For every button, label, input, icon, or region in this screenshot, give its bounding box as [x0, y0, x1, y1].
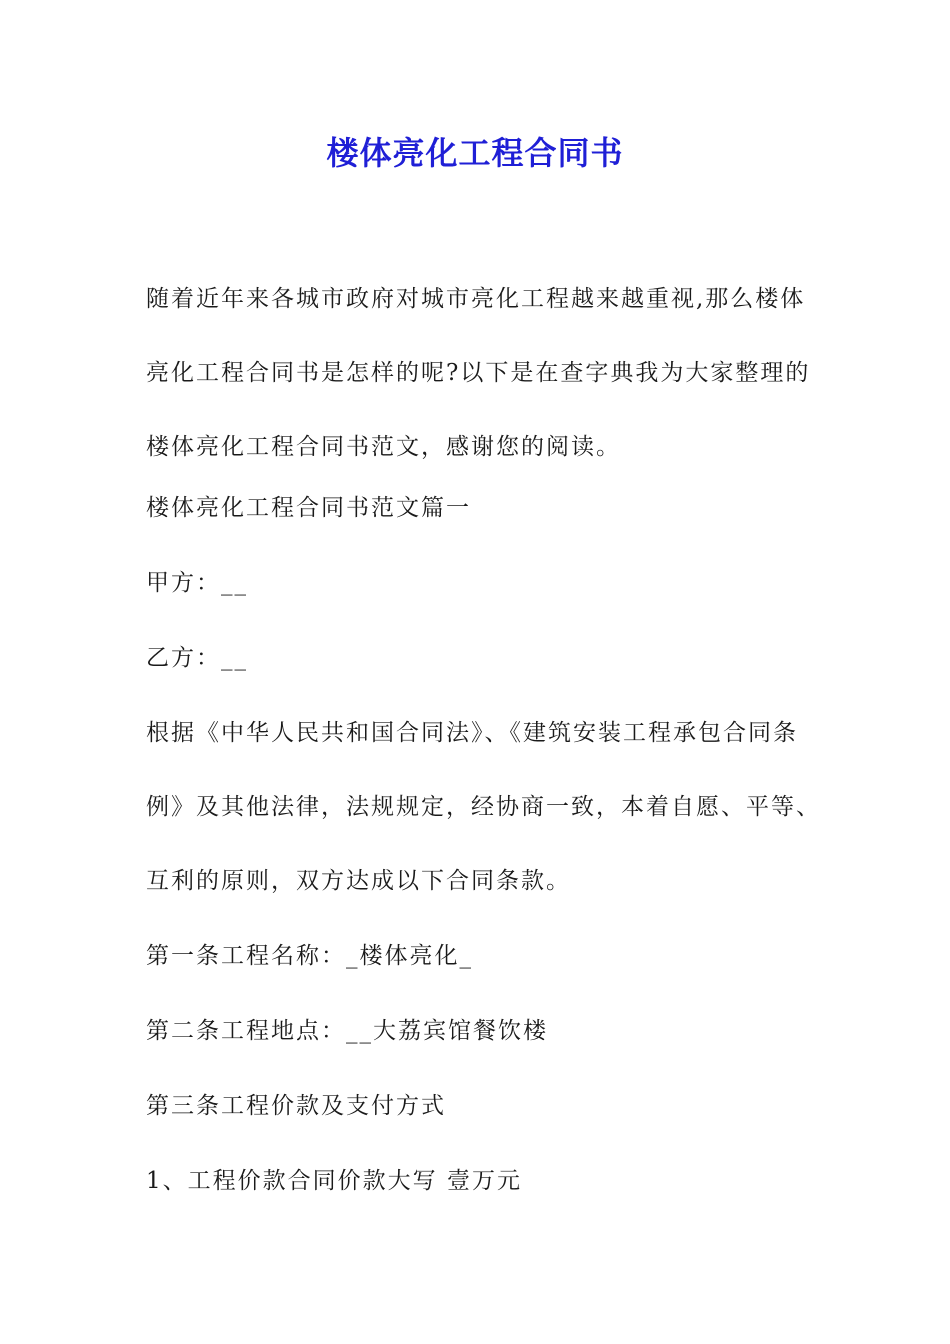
preamble-paragraph: 根据《中华人民共和国合同法》、《建筑安装工程承包合同条例》及其他法律，法规规定，经协商一致，本着自愿、平等、互利的原则，双方达成以下合同条款。 [146, 720, 821, 894]
article-3-line: 第三条工程价款及支付方式 [146, 1093, 446, 1119]
item-1-line: 1、工程价款合同价款大写 壹万元 [146, 1168, 522, 1194]
document-title: 楼体亮化工程合同书 [326, 134, 624, 172]
party-a-line: 甲方：__ [146, 570, 248, 596]
article-1-line: 第一条工程名称：_楼体亮化_ [146, 943, 473, 969]
intro-paragraph: 随着近年来各城市政府对城市亮化工程越来越重视,那么楼体亮化工程合同书是怎样的呢?以下是在查字典我为大家整理的楼体亮化工程合同书范文，感谢您的阅读。 [146, 286, 811, 460]
party-b-line: 乙方：__ [146, 645, 248, 671]
article-2-line: 第二条工程地点：__大荔宾馆餐饮楼 [146, 1018, 548, 1044]
section-heading: 楼体亮化工程合同书范文篇一 [146, 495, 471, 521]
